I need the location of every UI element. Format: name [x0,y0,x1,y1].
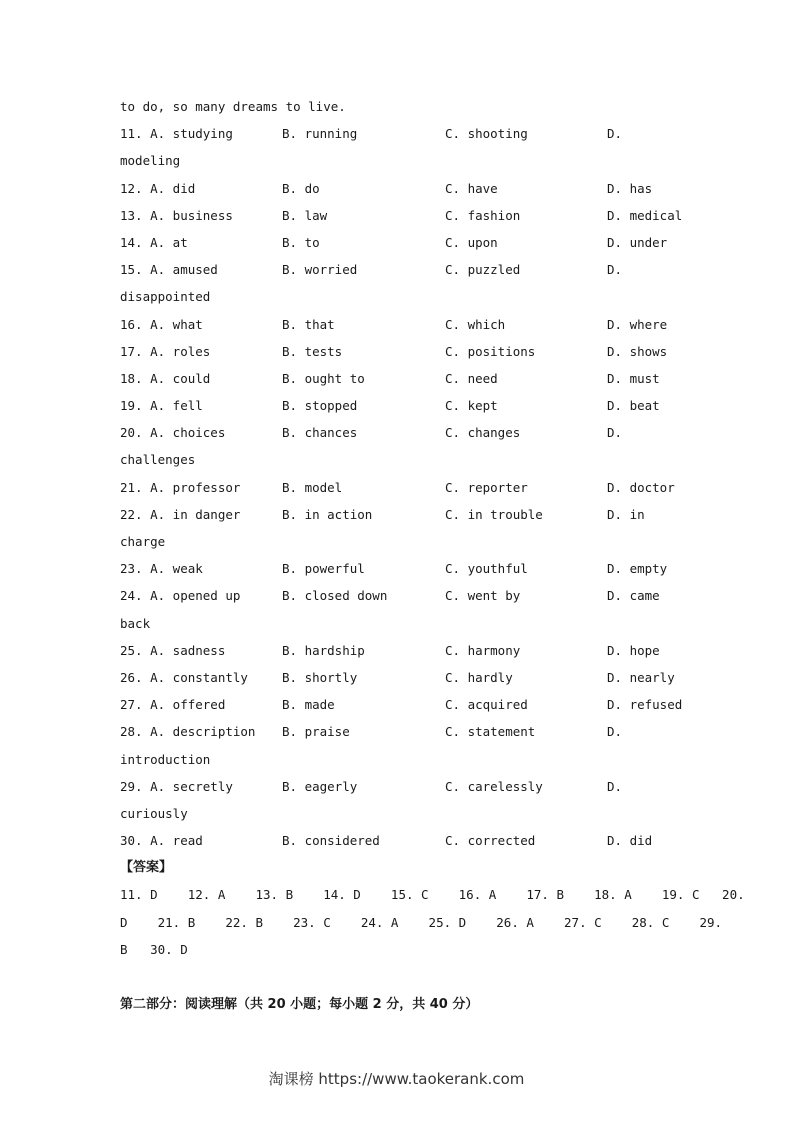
question-row [120,338,680,365]
option-c: C. positions [445,343,536,359]
answer-list [120,881,745,963]
question-row [120,419,680,446]
option-d: D. came [607,588,660,604]
option-a: 22. A. in danger [120,506,241,522]
option-b: B. stopped [282,398,358,414]
option-b: B. ought to [282,370,365,386]
question-row [120,555,680,582]
option-d: D. medical [607,207,683,223]
option-c: C. carelessly [445,778,543,794]
question-row [120,474,680,501]
question-wrap-line [120,746,680,773]
option-d: D. [607,425,623,441]
question-wrap-line [120,800,680,827]
option-d: D. has [607,180,653,196]
answer-line: 11. D 12. A 13. B 14. D 15. C 16. A 17. B 18. A 19. C 20. [120,887,745,903]
option-a: 26. A. constantly [120,669,248,685]
question-row [120,120,680,147]
option-d: D. under [607,234,668,250]
question-row [120,582,680,609]
option-d: D. [607,778,623,794]
option-a: 28. A. description [120,724,256,740]
option-b: B. to [282,234,320,250]
option-c: C. shooting [445,126,528,142]
option-a: 25. A. sadness [120,642,226,658]
option-a: 13. A. business [120,207,233,223]
option-b: B. in action [282,506,373,522]
option-b: B. that [282,316,335,332]
option-b: B. shortly [282,669,358,685]
option-a: 11. A. studying [120,126,233,142]
option-a: 16. A. what [120,316,203,332]
question-wrap-line [120,446,680,473]
question-list [120,120,683,854]
answer-line: D 21. B 22. B 23. C 24. A 25. D 26. A 27. C 28. C 29. [120,914,723,930]
question-row [120,773,680,800]
question-row [120,501,680,528]
question-row [120,664,680,691]
option-c: C. reporter [445,479,528,495]
option-d: D. [607,126,623,142]
option-b: B. closed down [282,588,388,604]
option-d-continued: back [120,615,151,631]
option-d-continued: disappointed [120,289,211,305]
option-c: C. which [445,316,506,332]
option-c: C. in trouble [445,506,543,522]
question-wrap-line [120,147,680,174]
question-row [120,229,680,256]
question-row [120,392,680,419]
option-b: B. law [282,207,328,223]
option-d: D. empty [607,561,668,577]
question-wrap-line [120,528,680,555]
option-d-continued: modeling [120,153,181,169]
question-wrap-line [120,610,680,637]
option-d-continued: challenges [120,452,196,468]
option-b: B. running [282,126,358,142]
intro-line: to do, so many dreams to live. [120,99,346,114]
option-d: D. must [607,370,660,386]
option-b: B. do [282,180,320,196]
document-body [120,93,745,963]
option-d: D. doctor [607,479,675,495]
option-b: B. praise [282,724,350,740]
question-row [120,827,680,854]
option-b: B. tests [282,343,343,359]
option-a: 21. A. professor [120,479,241,495]
option-a: 20. A. choices [120,425,226,441]
option-a: 12. A. did [120,180,196,196]
option-c: C. puzzled [445,262,521,278]
question-row [120,202,683,229]
option-a: 30. A. read [120,833,203,849]
option-b: B. considered [282,833,380,849]
option-d: D. nearly [607,669,675,685]
footer-watermark: 淘课榜 https://www.taokerank.com [268,1070,525,1088]
section-heading: 第二部分：阅读理解（共 20 小题；每小题 2 分，共 40 分） [120,997,479,1012]
option-c: C. have [445,180,498,196]
option-d-continued: introduction [120,751,211,767]
option-c: C. harmony [445,642,521,658]
option-c: C. need [445,370,498,386]
option-c: C. changes [445,425,521,441]
option-b: B. worried [282,262,358,278]
question-row [120,691,683,718]
option-d: D. in [607,506,645,522]
option-c: C. corrected [445,833,536,849]
question-row [120,311,680,338]
option-d: D. did [607,833,653,849]
answer-heading: 【答案】 [120,860,173,876]
option-c: C. upon [445,234,498,250]
question-row [120,637,680,664]
option-a: 19. A. fell [120,398,203,414]
option-c: C. went by [445,588,521,604]
question-wrap-line [120,283,680,310]
option-d: D. beat [607,398,660,414]
option-a: 17. A. roles [120,343,211,359]
option-a: 23. A. weak [120,561,203,577]
option-c: C. youthful [445,561,528,577]
question-row [120,256,680,283]
option-a: 14. A. at [120,234,188,250]
option-d: D. refused [607,697,683,713]
option-a: 24. A. opened up [120,588,241,604]
option-c: C. acquired [445,697,528,713]
option-c: C. statement [445,724,536,740]
option-d: D. [607,262,623,278]
option-b: B. hardship [282,642,365,658]
option-a: 18. A. could [120,370,211,386]
option-a: 29. A. secretly [120,778,233,794]
question-row [120,175,680,202]
option-d: D. [607,724,623,740]
option-b: B. powerful [282,561,365,577]
option-d: D. where [607,316,668,332]
option-c: C. hardly [445,669,513,685]
answer-line: B 30. D [120,941,188,957]
option-a: 15. A. amused [120,262,218,278]
option-a: 27. A. offered [120,697,226,713]
option-b: B. eagerly [282,778,358,794]
question-row [120,365,680,392]
option-c: C. kept [445,398,498,414]
option-d-continued: charge [120,534,166,549]
option-b: B. chances [282,425,358,441]
question-row [120,718,680,745]
option-d-continued: curiously [120,805,188,821]
option-d: D. hope [607,642,660,658]
option-c: C. fashion [445,207,521,223]
option-b: B. made [282,697,335,713]
option-d: D. shows [607,343,668,359]
option-b: B. model [282,479,343,495]
